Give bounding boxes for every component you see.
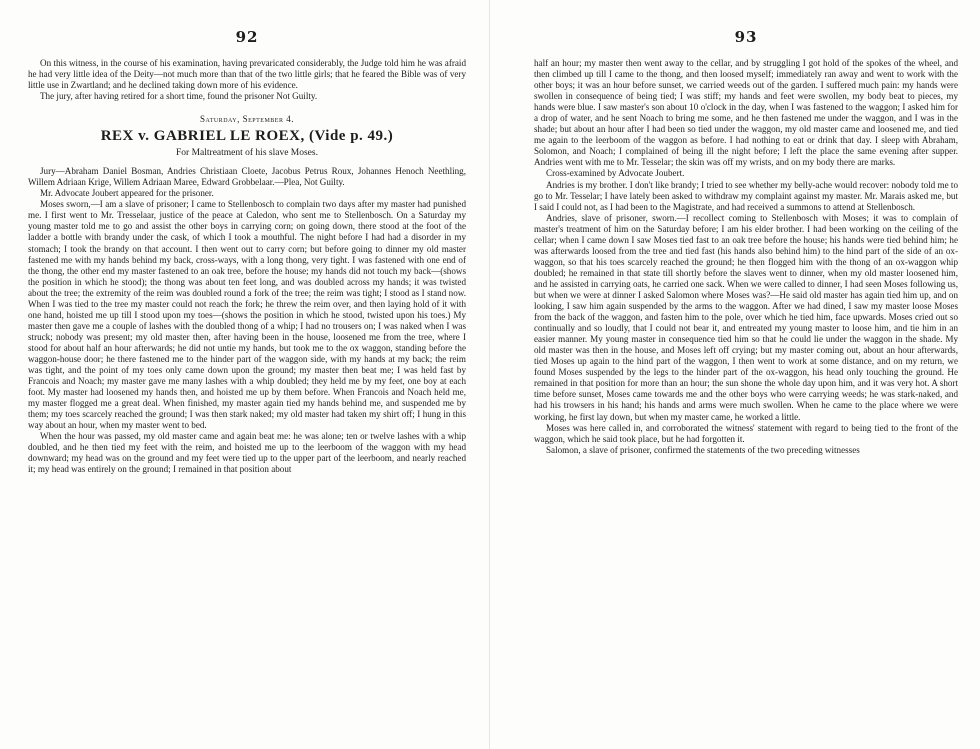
page-number: 93 xyxy=(734,28,758,46)
paragraph-continued-testimony: half an hour; my master then went away to the cellar, and by struggling I got hold of the spokes of the wheel, and then climbed up till I came to the thong, and then loosed myself; immediately ran away and went to work with the other boys; it was an hour before sunset, we carried weeds out of the garden. I suffered much pain: my hands were swollen in consequence of being tied; I was stiff; my hands and feet were swollen, my body beat to pieces, my hands were blue. I saw master's son about 10 o'clock in the day, when I was fastened to the waggon; I asked him for a drop of water, and he sent Noach to bring me some, and he then fastened me under the waggon, and I was in the shade; but about an hour after I had been so tied under the waggon, my old master came and loosened me, and tied me again to the leerboom of the waggon as before. I had nothing to eat or drink that day. I sleep with Abraham, Solomon, and Noach; I complained of being ill the night before; I left the place the same evening after supper. Andries went with me to Mr. Tesselar; the skin was off my wrists, and on my body there are marks. xyxy=(534,58,958,168)
paragraph-moses-testimony-cont: When the hour was passed, my old master came and again beat me: he was alone; ten or twelve lashes with a whip doubled, and he then tied my feet with the reim, and hoisted me up to the leerboom of the waggon with my head downward; my head was on the ground and my feet were tied up to the upper part of the leerboom, and nearly reached it; my head was entirely on the ground; I remained in that position about xyxy=(28,431,466,475)
paragraph-moses-recalled: Moses was here called in, and corroborated the witness' statement with regard to being tied to the front of the waggon, which he said took place, but he had forgotten it. xyxy=(534,422,958,444)
right-page xyxy=(490,0,980,749)
section-gap xyxy=(28,102,466,114)
paragraph-jury: Jury—Abraham Daniel Bosman, Andries Christiaan Cloete, Jacobus Petrus Roux, Johannes Henoch Neethling, Willem Adriaan Krige, Willem Adriaan Maree, Edward Grobbelaar.—Plea, Not Guilty. xyxy=(28,166,466,188)
paragraph-verdict: The jury, after having retired for a short time, found the prisoner Not Guilty. xyxy=(40,91,318,102)
paragraph-advocate: Mr. Advocate Joubert appeared for the prisoner. xyxy=(40,188,214,199)
paragraph-salomon: Salomon, a slave of prisoner, confirmed the statements of the two preceding witnesses xyxy=(546,444,860,455)
case-title: REX v. GABRIEL LE ROEX, (Vide p. 49.) xyxy=(100,128,394,145)
paragraph-verdict-reason: On this witness, in the course of his examination, having prevaricated considerably, the Judge told him he was afraid he had very little idea of the Deity—not much more than that of the two little girls; that he feared the Bible was of very little use in Zwartland; and he declined taking down more of his evidence. xyxy=(28,58,466,91)
paragraph-andries-answers: Andries is my brother. I don't like brandy; I tried to see whether my belly-ache would recover: nobody told me to go to Mr. Tesselar; I have lately been asked to withdraw my complaint against my master. Mr. Marais asked me, but I said I could not, as I had been to the Magistrate, and had received a summons to attend at Stellenbosch. xyxy=(534,179,958,212)
case-subtitle: For Maltreatment of his slave Moses. xyxy=(176,148,318,159)
paragraph-andries-testimony: Andries, slave of prisoner, sworn.—I recollect coming to Stellenbosch with Moses; it was to complain of master's treatment of him on the Saturday before; I am his elder brother. I had been working on the ceiling of the cellar; when I came down I saw Moses tied fast to an oak tree before the house; his hands were tied behind him; he was afterwards loosed from the tree and tied fast (his hands also behind him) to the hind part of the side of an ox-waggon, so that his toes scarcely reached the ground; he then flogged him with the thong of an ox-waggon whip doubled; he remained in that state till shortly before the slaves went to dinner, when my old master loosened him, and he assisted in carrying oats, he carried one sack. When we were called to dinner, I had seen Moses following us, but when we were at dinner I asked Salomon where Moses was?—He said old master has again tied him up, and on looking, I saw him again suspended by the arms to the waggon. After we had dined, I saw my master loose Moses from the back of the waggon, and fasten him to the pole, over which he tied him, face upwards. Moses cried out so continually and so loudly, that I could not bear it, and entreated my young master to loose him, and tie him in an easier manner. My young master in consequence tied him so that he could lie under the waggon in the shade. My old master was then in the house, and Moses left off crying; but my master coming out, about an hour afterwards, tied Moses up again to the hind part of the waggon, I then went to work at some distance, and on my return, we found Moses suspended by the legs to the hinder part of the ox-waggon, his head only touching the ground. He remained in that position for more than an hour; the sun shone the whole day upon him, and it was very hot. A short time before sunset, Moses came towards me and the other boys who were carrying weeds; he was stark-naked, and had his trowsers in his hand; his hands and arms were much swollen. When he came to the place where we were working, he first lay down, but when my master came, he worked a little. xyxy=(534,212,958,422)
paragraph-cross-examination: Cross-examined by Advocate Joubert. xyxy=(546,168,685,179)
date-heading: Saturday, September 4. xyxy=(200,114,294,125)
page-number: 92 xyxy=(235,28,259,46)
paragraph-moses-testimony: Moses sworn,—I am a slave of prisoner; I came to Stellenbosch to complain two days after my master had punished me. I first went to Mr. Tresselaar, justice of the peace at Caledon, who sent me to Stellenbosch. On a Saturday my young master told me to go and assist the other boys in carrying corn; on going down, there stood at the foot of the ladder a bottle with brandy under the cask, of which I took a mouthful. The night before I had had a disorder in my stomach; I took the brandy on that account. I then went out to carry corn; but before going to dinner my old master fastened me with my hands behind my back, cross-ways, with a long thong, very tight. I was fastened with one end of the thong, the other end my master fastened to an oak tree, before the house; my hands did not touch my back—(shows the position in which he stood); the thong was about ten feet long, and was doubled across my hands; it was twisted about the tree; the extremity of the reim was doubled round a fork of the tree; the reim was tight; I stood as I stand now. When I was tied to the tree my master could not reach the fork; he threw the reim over, and then laying hold of it with one hand, hoisted me up till I stood upon my toes—(shows the position in which he stood, twisted upon his toes.) My master then gave me a couple of lashes with the doubled thong of a whip; I had no trousers on; I was naked when I was struck; nobody was present; my old master then, after having been in the house, loosened me from the tree, where I stood for about half an hour afterwards; he did not untie my hands, but took me to the ox waggon, standing before the waggon-house door; he there fastened me to the hinder part of the waggon side, with my hands at my back; the reim was tight, and the point of my toes only came down upon the ground; my master then beat me; I was held fast by Francois and Noach; my master gave me many lashes with a whip doubled; they held me by my feet, one boy at each foot. My master had loosened my hands then, and hoisted me up by them before. When Francois and Noach held me, my master flogged me a great deal. When finished, my master again tied my hands behind me, and suspended me by them; my toes scarcely reached the ground; I was then stark naked; my old master had taken my shirt off; I hung in this way about an hour, when my master went to bed. xyxy=(28,199,466,431)
